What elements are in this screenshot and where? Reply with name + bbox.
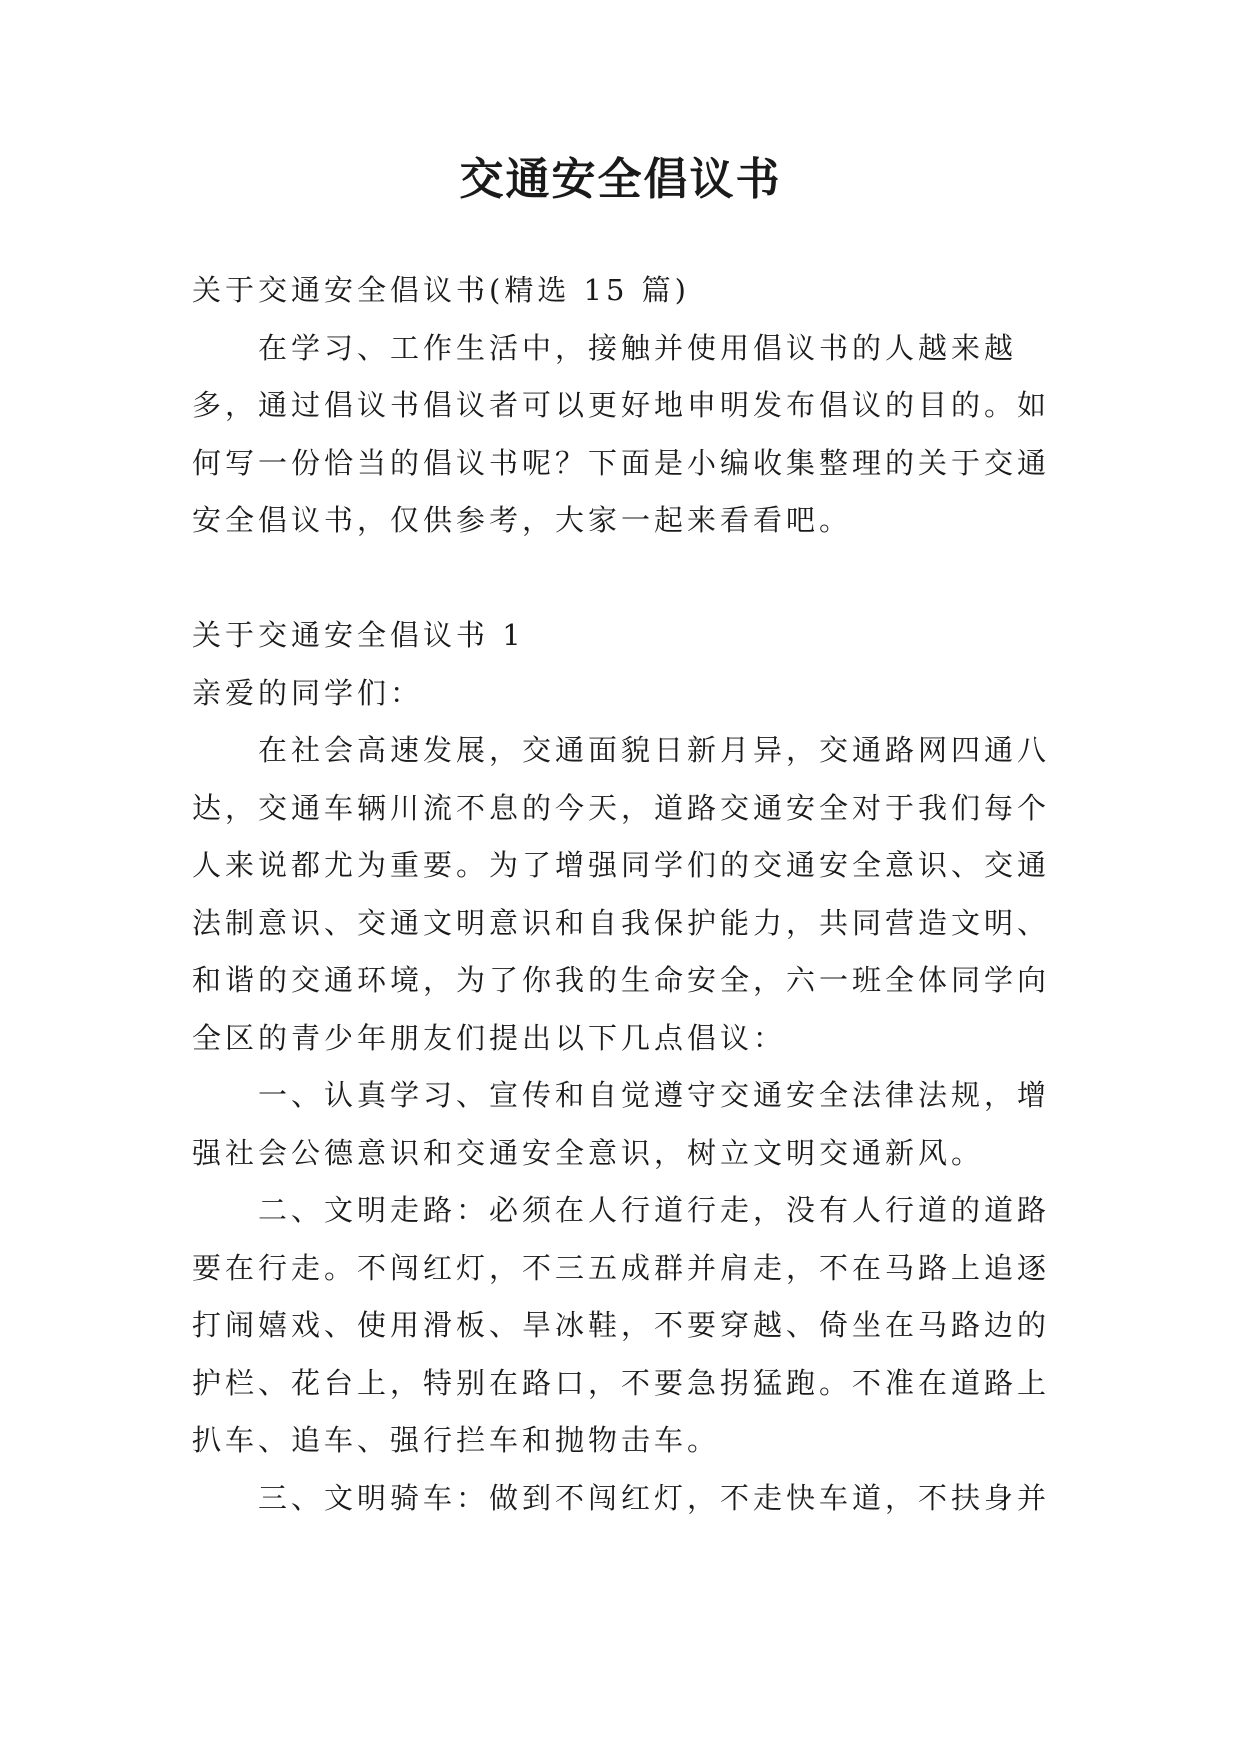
document-title: 交通安全倡议书	[459, 154, 782, 205]
body-paragraph-4: 三、文明骑车：做到不闯红灯，不走快车道，不扶身并	[258, 1480, 1051, 1515]
document-body	[192, 262, 1052, 1527]
paragraph-gap	[192, 550, 1052, 608]
document-subtitle: 关于交通安全倡议书(精选 15 篇)	[192, 273, 690, 307]
intro-paragraph: 在学习、工作生活中，接触并使用倡议书的人越来越多，通过倡议书倡议者可以更好地申明发布倡议的目的。如何写一份恰当的倡议书呢？下面是小编收集整理的关于交通安全倡议书，仅供参考，大家一起来看看吧。	[192, 330, 1051, 537]
body-paragraph-3: 二、文明走路：必须在人行道行走，没有人行道的道路要在行走。不闯红灯，不三五成群并肩走，不在马路上追逐打闹嬉戏、使用滑板、旱冰鞋，不要穿越、倚坐在马路边的护栏、花台上，特别在路口，不要急拐猛跑。不准在道路上扒车、追车、强行拦车和抛物击车。	[192, 1193, 1051, 1457]
body-paragraph-1: 在社会高速发展，交通面貌日新月异，交通路网四通八达，交通车辆川流不息的今天，道路交通安全对于我们每个人来说都尤为重要。为了增强同学们的交通安全意识、交通法制意识、交通文明意识和自我保护能力，共同营造文明、和谐的交通环境，为了你我的生命安全，六一班全体同学向全区的青少年朋友们提出以下几点倡议：	[192, 733, 1051, 1055]
section-heading: 关于交通安全倡议书 1	[192, 618, 525, 652]
body-paragraph-2: 一、认真学习、宣传和自觉遵守交通安全法律法规，增强社会公德意识和交通安全意识，树立文明交通新风。	[192, 1078, 1051, 1170]
salutation: 亲爱的同学们：	[192, 675, 424, 710]
